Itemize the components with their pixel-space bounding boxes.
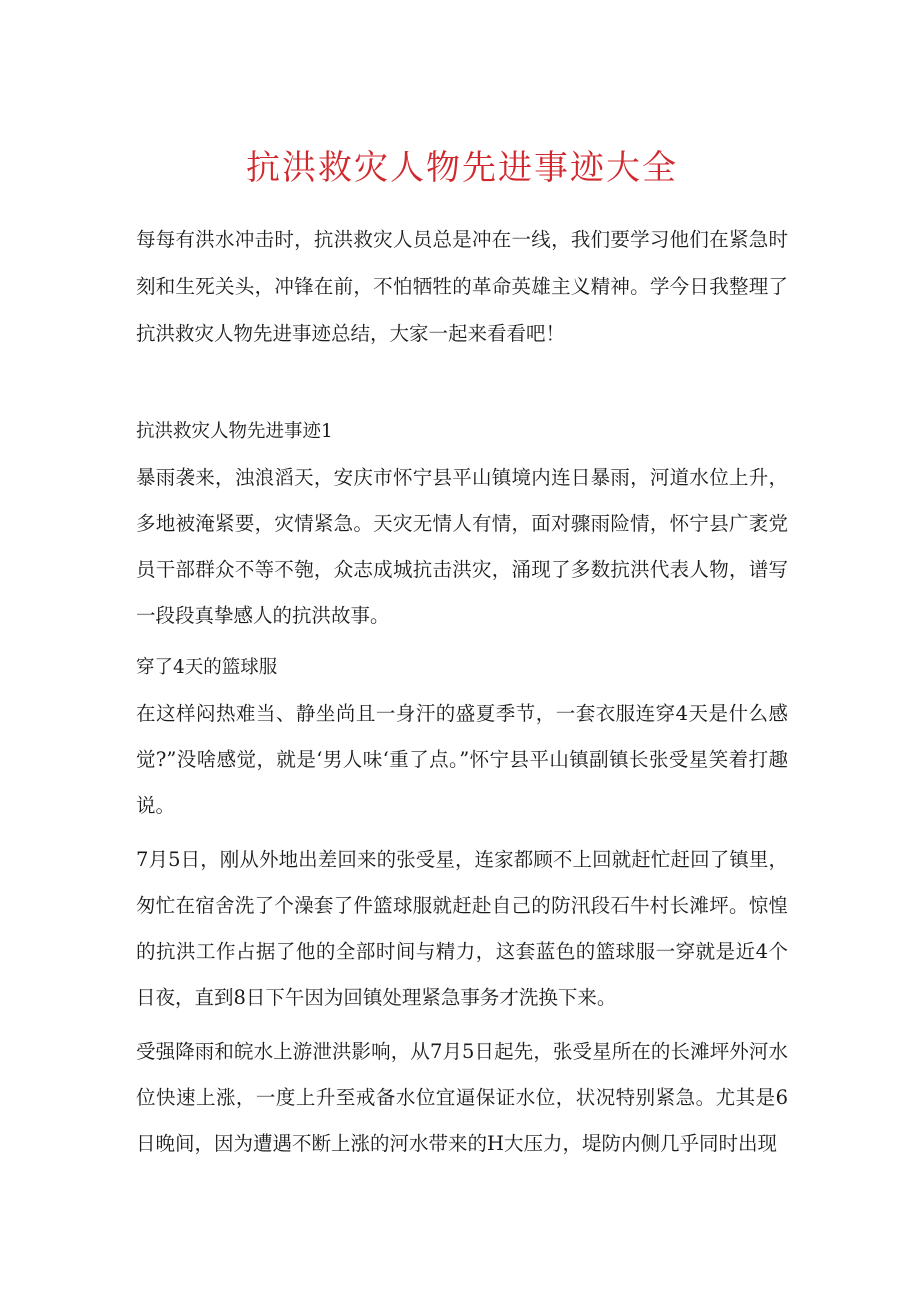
body-paragraph-1: 暴雨袭来，浊浪滔天，安庆市怀宁县平山镇境内连日暴雨，河道水位上升，多地被淹紧要，灾情紧急。天灾无情人有情，面对骤雨险情，怀宁县广袤党员干部群众不等不匏，众志成城抗击洪灾，涌现了多数抗洪代表人物，谱写一段段真挚感人的抗洪故事。 [136, 466, 788, 627]
section-subheading: 穿了4天的篮球服 [136, 657, 278, 678]
body-paragraph-2: 在这样闷热难当、静坐尚且一身汗的盛夏季节，一套衣服连穿4天是什么感觉?”没啥感觉，就是‘男人味‘重了点。”怀宁县平山镇副镇长张受星笑着打趣说。 [136, 702, 788, 817]
section-heading: 抗洪救灾人物先进事迹1 [136, 421, 333, 442]
section-1 [136, 411, 788, 1167]
body-paragraph-4: 受强降雨和皖水上游泄洪影响，从7月5日起先，张受星所在的长滩坪外河水位快速上涨，一度上升至戒备水位宜逼保证水位，状况特别紧急。尤其是6日晚间，因为遭遇不断上涨的河水带来的H大压力，堤防内侧几乎同时出现 [136, 1040, 788, 1155]
document-title: 抗洪救灾人物先进事迹大全 [246, 148, 678, 188]
intro-paragraph: 每每有洪水冲击时，抗洪救灾人员总是冲在一线，我们要学习他们在紧急时刻和生死关头，冲锋在前，不怕牺牲的革命英雄主义精神。学今日我整理了抗洪救灾人物先进事迹总结，大家一起来看看吧！ [136, 228, 788, 345]
body-paragraph-3: 7月5日，刚从外地出差回来的张受星，连家都顾不上回就赶忙赶回了镇里，匆忙在宿舍洗了个澡套了件篮球服就赶赴自己的防汛段石牛村长滩坪。惊惶的抗洪工作占据了他的全部时间与精力，这套蓝色的篮球服一穿就是近4个日夜，直到8日下午因为回镇处理紧急事务才洗换下来。 [136, 848, 788, 1009]
